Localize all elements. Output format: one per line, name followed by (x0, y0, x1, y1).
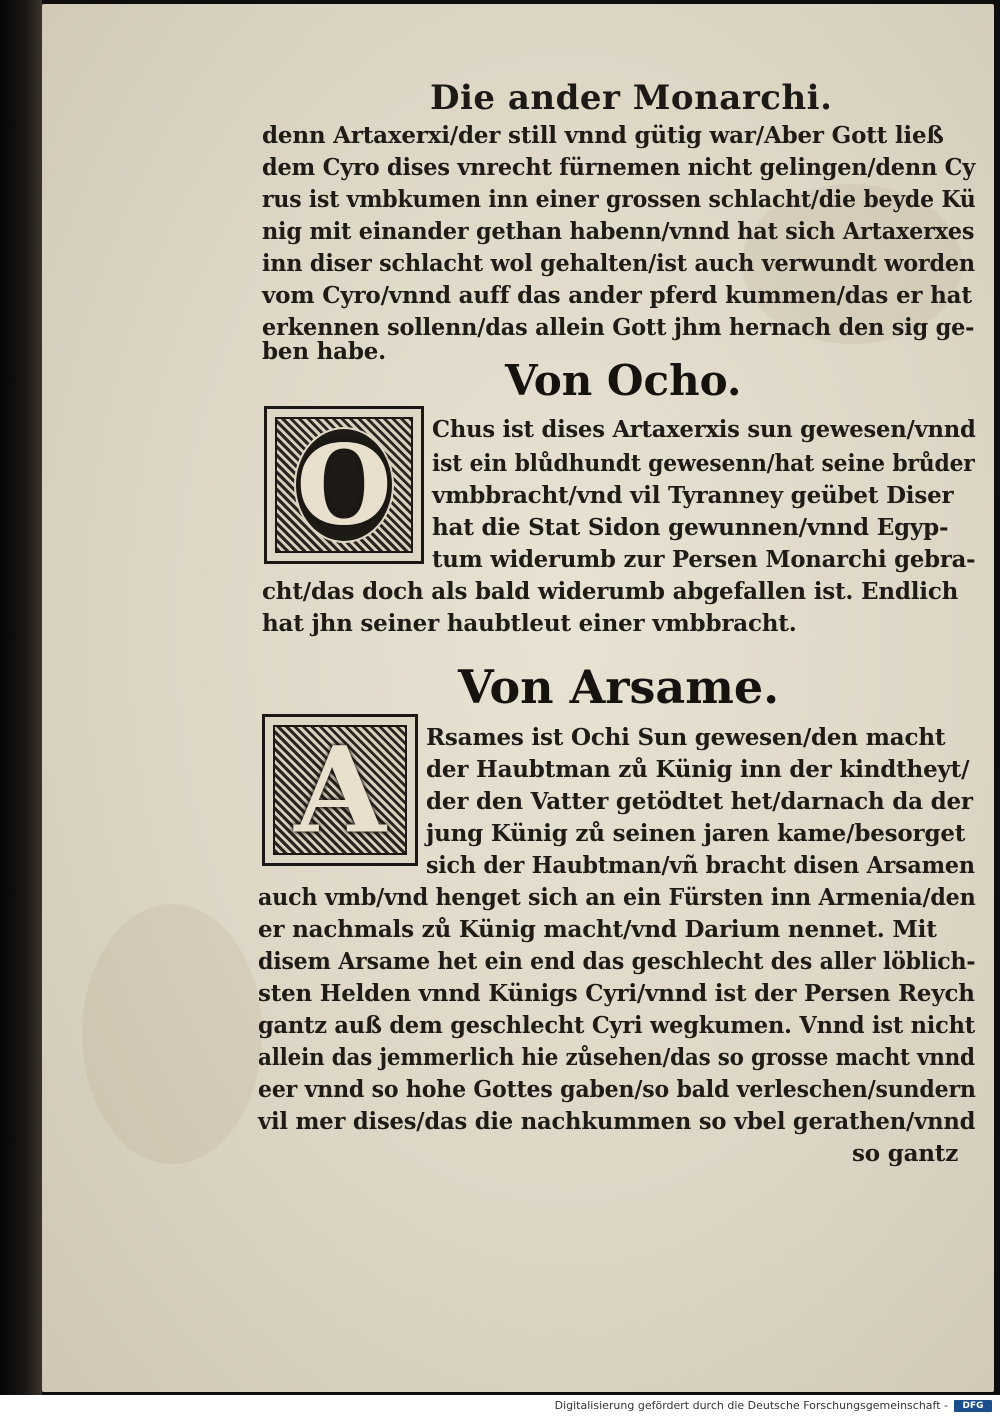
text-line: vmbbracht/vnd vil Tyranney geübet Diser (432, 482, 954, 509)
text-line: er nachmals zů Künig macht/vnd Darium nennet. Mit (258, 916, 937, 943)
text-line: der den Vatter getödtet het/darnach da der (426, 788, 973, 815)
text-line: vil mer dises/das die nachkummen so vbel gerathen/vnnd (258, 1108, 976, 1135)
initial-letter: A (294, 725, 386, 855)
dfg-logo-icon: DFG (954, 1400, 992, 1412)
text-line: eer vnnd so hohe Gottes gaben/so bald verleschen/sundern (258, 1076, 976, 1103)
catchword: so gantz (852, 1140, 959, 1167)
text-line: rus ist vmbkumen inn einer grossen schlacht/die beyde Kü (262, 186, 976, 213)
initial-letter: O (296, 420, 392, 550)
text-line: hat jhn seiner haubtleut einer vmbbracht. (262, 610, 797, 637)
text-line: tum widerumb zur Persen Monarchi gebra- (432, 546, 976, 573)
text-line: vom Cyro/vnnd auff das ander pferd kummen/das er hat (262, 282, 972, 309)
text-line: nig mit einander gethan habenn/vnnd hat sich Artaxerxes (262, 218, 975, 245)
text-line: cht/das doch als bald widerumb abgefallen ist. Endlich (262, 578, 959, 605)
decorated-initial-o (264, 406, 424, 564)
text-line: jung Künig zů seinen jaren kame/besorget (426, 820, 966, 847)
text-line: ist ein blůdhundt gewesenn/hat seine brůder (432, 450, 975, 477)
text-line: Rsames ist Ochi Sun gewesen/den macht (426, 724, 946, 751)
section-heading-arsame: Von Arsame. (458, 660, 780, 714)
paper-stain (82, 904, 262, 1164)
text-line: denn Artaxerxi/der still vnnd gütig war/Aber Gott ließ (262, 122, 944, 149)
text-line: gantz auß dem geschlecht Cyri wegkumen. Vnnd ist nicht (258, 1012, 975, 1039)
running-header: Die ander Monarchi. (430, 78, 833, 118)
section-heading-ocho: Von Ocho. (505, 356, 742, 405)
text-line: hat die Stat Sidon gewunnen/vnnd Egyp- (432, 514, 949, 541)
digitization-credit: Digitalisierung gefördert durch die Deutsche Forschungsgemeinschaft - (554, 1399, 948, 1412)
decorated-initial-a (262, 714, 418, 866)
text-line: der Haubtman zů Künig inn der kindtheyt/ (426, 756, 970, 783)
text-line: Chus ist dises Artaxerxis sun gewesen/vnnd (432, 416, 976, 443)
text-line: auch vmb/vnd henget sich an ein Fürsten inn Armenia/den (258, 884, 976, 911)
book-spine-edge (0, 0, 42, 1395)
initial-ornament (275, 417, 413, 553)
text-line: sten Helden vnnd Künigs Cyri/vnnd ist der Persen Reych (258, 980, 975, 1007)
text-line: disem Arsame het ein end das geschlecht des aller löblich- (258, 948, 976, 975)
text-line: allein das jemmerlich hie zůsehen/das so grosse macht vnnd (258, 1044, 975, 1071)
text-line: ben habe. (262, 338, 386, 365)
text-line: erkennen sollenn/das allein Gott jhm hernach den sig ge- (262, 314, 975, 341)
text-line: dem Cyro dises vnrecht fürnemen nicht gelingen/denn Cy (262, 154, 976, 181)
initial-ornament (273, 725, 407, 855)
text-line: sich der Haubtman/vñ bracht disen Arsamen (426, 852, 975, 879)
text-line: inn diser schlacht wol gehalten/ist auch verwundt worden (262, 250, 975, 277)
